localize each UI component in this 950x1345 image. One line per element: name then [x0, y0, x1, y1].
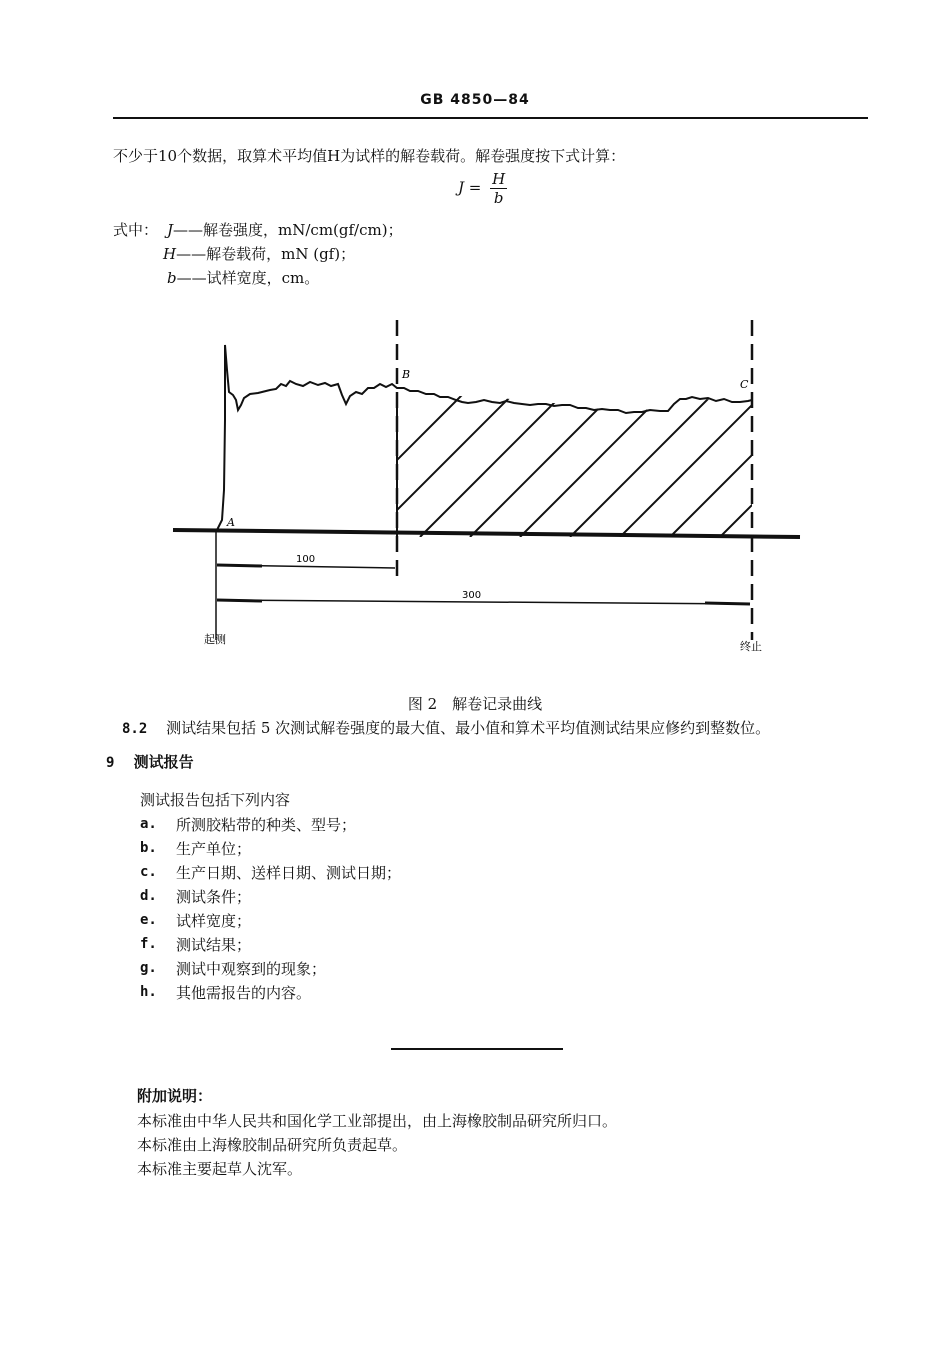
list-text: 所测胶粘带的种类、型号；	[176, 816, 357, 834]
formula-denominator: b	[493, 189, 504, 207]
note-line: 本标准由中华人民共和国化学工业部提出，由上海橡胶制品研究所归口。	[137, 1112, 618, 1130]
point-c-label: C	[740, 378, 749, 391]
notes-title: 附加说明：	[137, 1087, 213, 1105]
dimension-100-label: 100	[296, 554, 316, 565]
report-intro: 测试报告包括下列内容	[140, 791, 291, 809]
list-item	[140, 838, 252, 858]
list-text: 测试条件；	[176, 888, 252, 906]
unwind-curve	[217, 345, 752, 530]
list-item	[140, 910, 252, 930]
definition-desc: ——解卷载荷，mN (gf)；	[176, 245, 356, 263]
definition-symbol: J	[167, 221, 174, 239]
list-letter: f.	[140, 936, 157, 952]
note-line: 本标准主要起草人沈军。	[137, 1160, 303, 1178]
section-number: 8.2	[122, 721, 148, 737]
list-item	[140, 934, 252, 954]
baseline	[173, 530, 800, 537]
list-text: 测试中观察到的现象；	[176, 960, 327, 978]
list-item	[140, 886, 252, 906]
definition-symbol: H	[163, 245, 177, 263]
standard-header: GB 4850—84	[420, 92, 530, 108]
list-letter: c.	[140, 864, 157, 880]
start-label: 起测	[204, 633, 226, 646]
note-line: 本标准由上海橡胶制品研究所负责起草。	[137, 1136, 408, 1154]
list-item	[140, 814, 357, 834]
list-text: 试样宽度；	[176, 912, 252, 930]
list-letter: g.	[140, 960, 157, 976]
section-8-2	[122, 717, 770, 738]
list-text: 生产单位；	[176, 840, 252, 858]
formula-numerator: H	[492, 170, 506, 188]
formula-lhs: J =	[458, 178, 482, 197]
point-b-label: B	[402, 368, 411, 381]
list-letter: a.	[140, 816, 157, 832]
intro-paragraph: 不少于10个数据，取算术平均值H为试样的解卷载荷。解卷强度按下式计算：	[113, 147, 626, 165]
list-text: 其他需报告的内容。	[176, 984, 312, 1002]
list-text: 测试结果；	[176, 936, 252, 954]
dimension-300-label: 300	[462, 590, 482, 601]
section-9-heading	[106, 751, 194, 772]
end-label: 终止	[740, 640, 762, 653]
list-letter: h.	[140, 984, 157, 1000]
definition-desc: ——试样宽度，cm。	[176, 269, 320, 287]
list-item	[140, 958, 327, 978]
list-item	[140, 982, 312, 1002]
section-text: 测试结果包括 5 次测试解卷强度的最大值、最小值和算术平均值测试结果应修约到整数位。	[166, 719, 771, 737]
figure-caption: 图 2 解卷记录曲线	[407, 695, 543, 713]
section-number: 9	[106, 755, 115, 771]
section-separator	[391, 1048, 563, 1050]
list-letter: e.	[140, 912, 157, 928]
definition-desc: ——解卷强度，mN/cm(gf/cm)；	[173, 221, 403, 239]
definition-symbol: b	[167, 269, 177, 287]
point-a-label: A	[227, 516, 235, 529]
section-title: 测试报告	[133, 753, 194, 771]
list-item	[140, 862, 402, 882]
list-letter: b.	[140, 840, 157, 856]
list-letter: d.	[140, 888, 157, 904]
dimension-300-line	[217, 600, 750, 604]
list-text: 生产日期、送样日期、测试日期；	[176, 864, 402, 882]
definitions-prefix: 式中：	[113, 221, 159, 239]
